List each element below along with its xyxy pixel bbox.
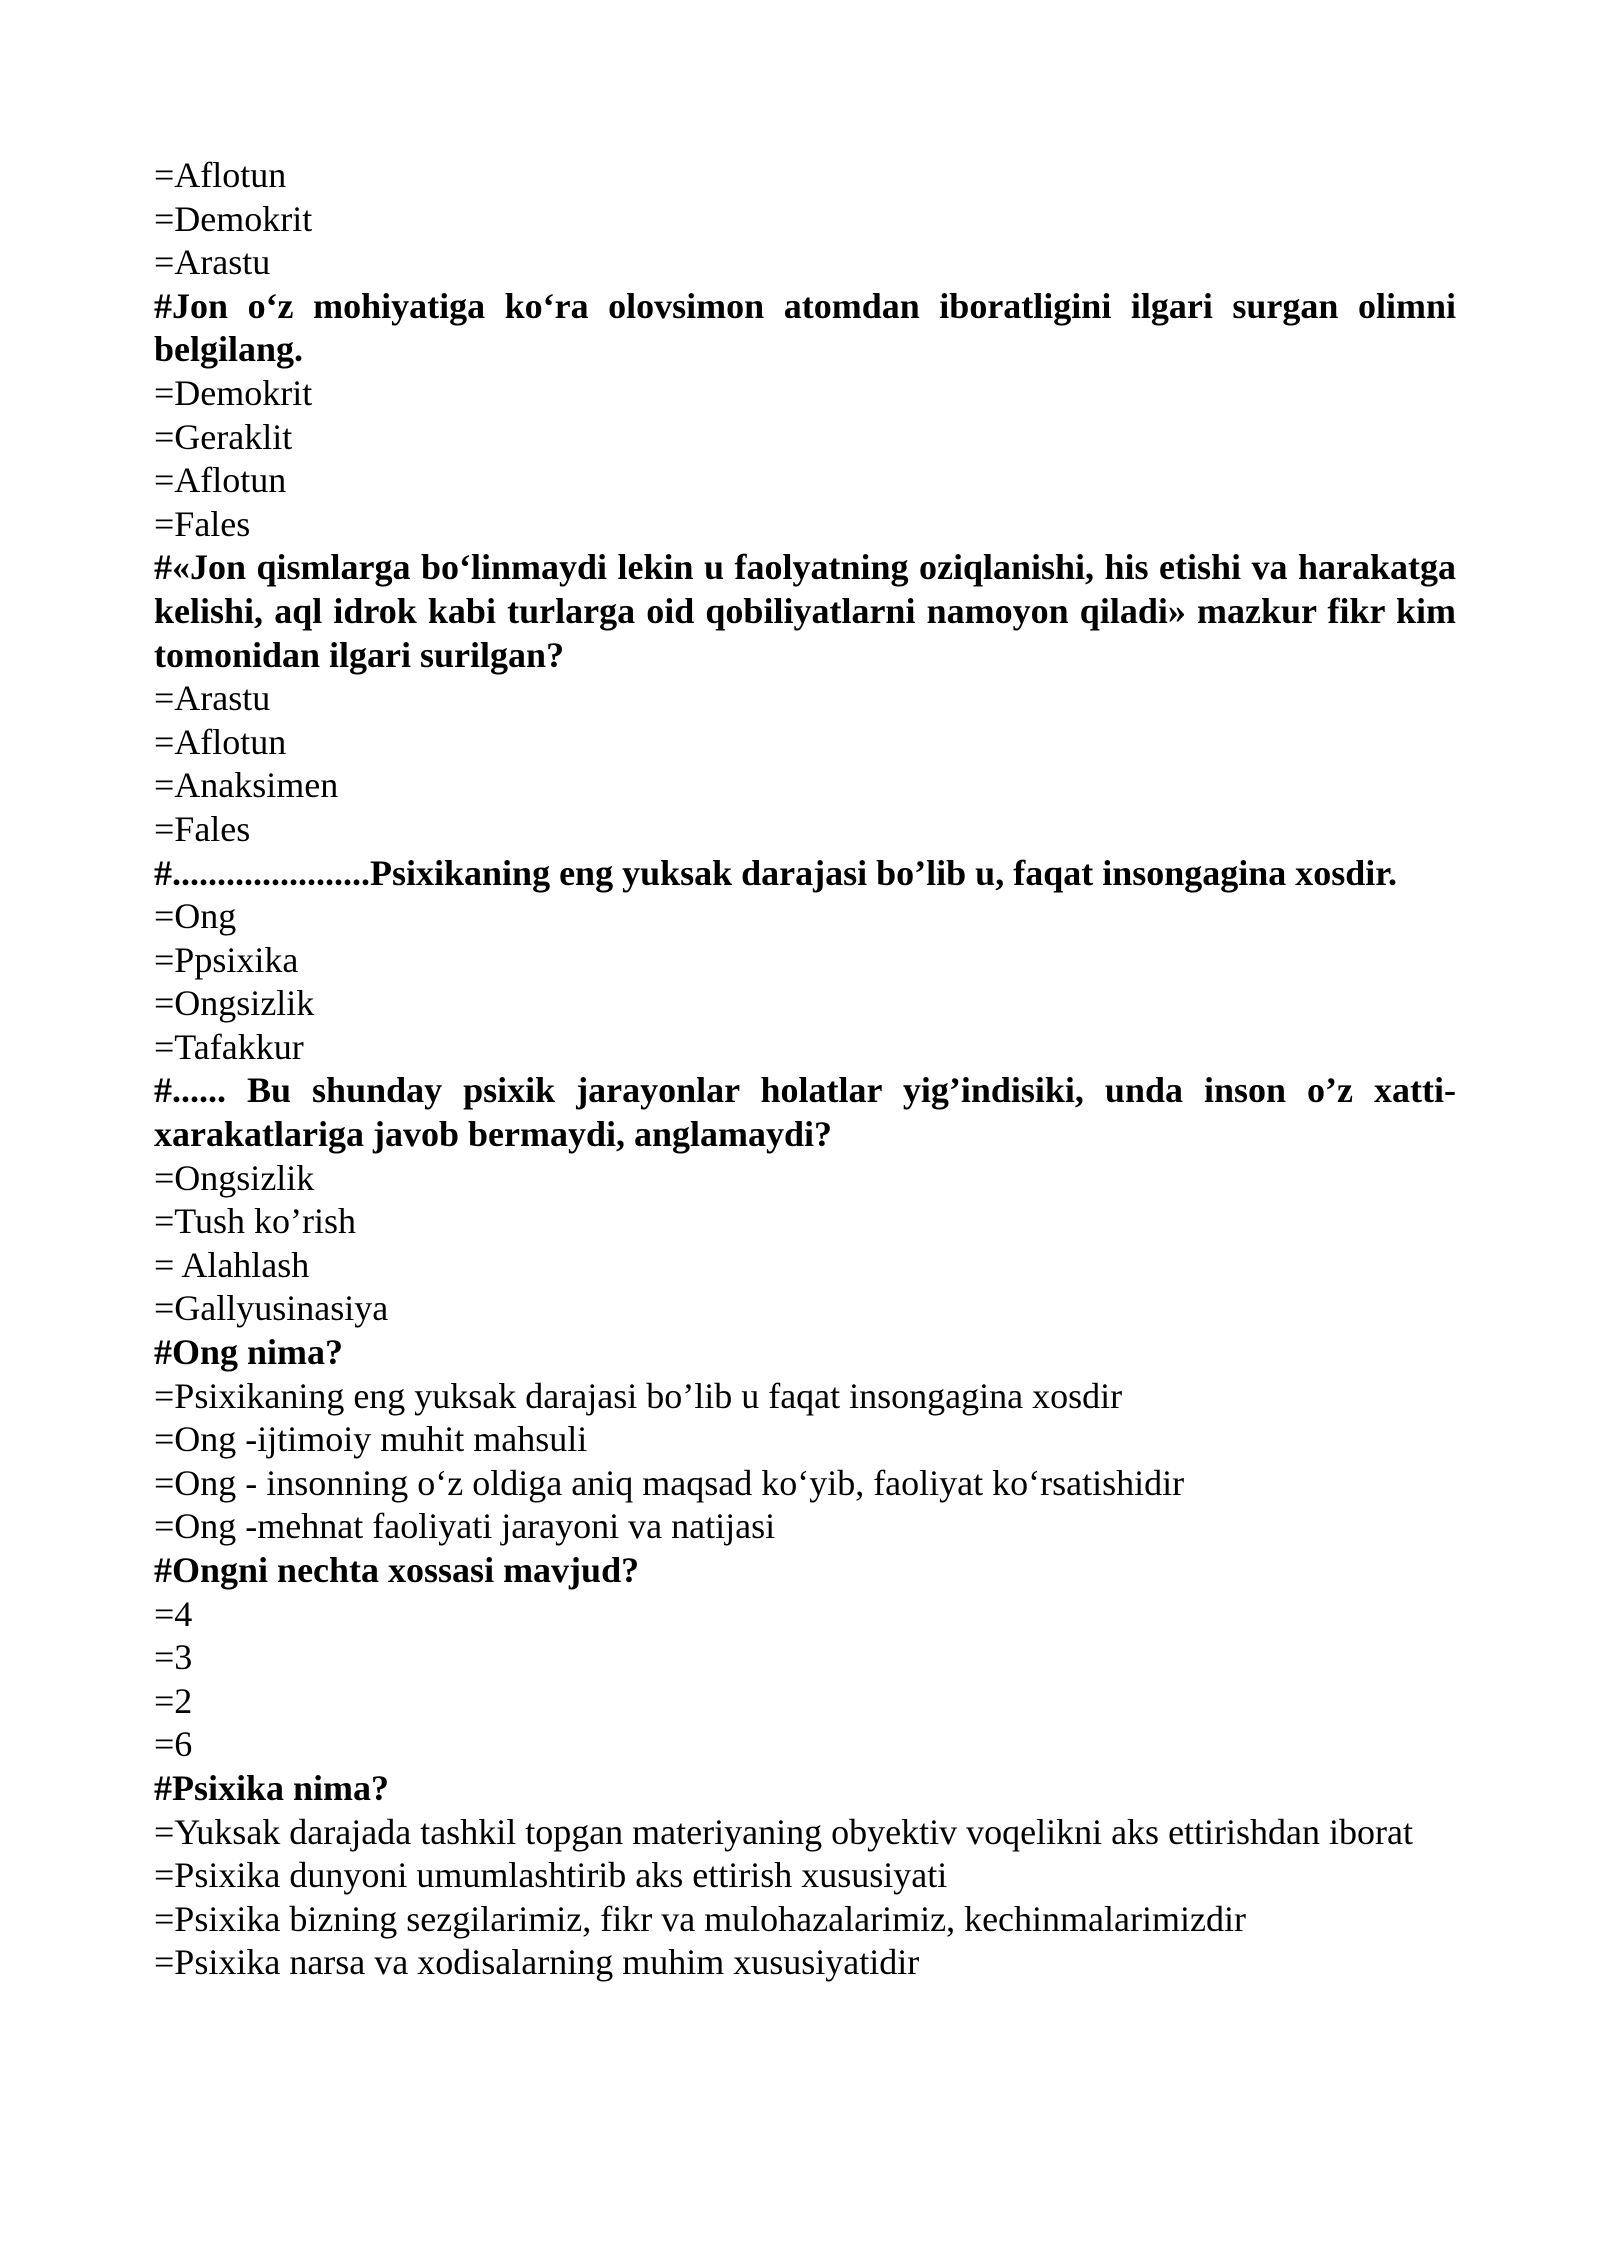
answer-option: =Geraklit bbox=[154, 416, 293, 457]
answer-option: =Psixika bizning sezgilarimiz, fikr va mulohazalarimiz, kechinmalarimizdir bbox=[154, 1898, 1246, 1939]
answer-option: =Arastu bbox=[154, 242, 271, 283]
answer-option: =Anaksimen bbox=[154, 765, 339, 806]
answer-option: =Fales bbox=[154, 503, 251, 544]
answer-option: =Ong - insonning o‘z oldiga aniq maqsad ko‘yib, faoliyat ko‘rsatishidir bbox=[154, 1462, 1185, 1503]
answer-option: =Aflotun bbox=[154, 460, 287, 501]
answer-option: =Ong -mehnat faoliyati jarayoni va natijasi bbox=[154, 1506, 776, 1547]
answer-option: =Demokrit bbox=[154, 198, 313, 239]
answer-option: =Demokrit bbox=[154, 372, 313, 413]
answer-option: =Psixikaning eng yuksak darajasi bo’lib u faqat insongagina xosdir bbox=[154, 1375, 1123, 1416]
answer-option: =Gallyusinasiya bbox=[154, 1288, 389, 1329]
question-text: #Psixika nima? bbox=[154, 1767, 390, 1808]
question-text: #Ong nima? bbox=[154, 1332, 344, 1373]
question-text: #...... Bu shunday psixik jarayonlar holatlar yig’indisiki, unda inson o’z xatti-xarakatlariga javob bermaydi, anglamaydi? bbox=[154, 1070, 1456, 1155]
answer-option: =3 bbox=[154, 1637, 193, 1678]
question-text: #«Jon qismlarga bo‘linmaydi lekin u faolyatning oziqlanishi, his etishi va harakatga kelishi, aql idrok kabi turlarga oid qobiliyatlarni namoyon qiladi» mazkur fikr kim tomonidan ilgari surilgan? bbox=[154, 547, 1456, 675]
answer-option: =Ongsizlik bbox=[154, 983, 315, 1024]
answer-option: =Ppsixika bbox=[154, 939, 299, 980]
document-page bbox=[154, 154, 1456, 1985]
answer-option: =Arastu bbox=[154, 678, 271, 719]
answer-option: =Ong -ijtimoiy muhit mahsuli bbox=[154, 1419, 588, 1460]
answer-option: =Ongsizlik bbox=[154, 1157, 315, 1198]
answer-option: =Aflotun bbox=[154, 155, 287, 195]
answer-option: = Alahlash bbox=[154, 1244, 310, 1285]
answer-option: =6 bbox=[154, 1724, 193, 1765]
answer-option: =Psixika narsa va xodisalarning muhim xususiyatidir bbox=[154, 1942, 920, 1983]
answer-option: =Fales bbox=[154, 808, 251, 849]
answer-option: =Psixika dunyoni umumlashtirib aks ettirish xususiyati bbox=[154, 1855, 948, 1896]
answer-option: =2 bbox=[154, 1680, 193, 1721]
answer-option: =4 bbox=[154, 1593, 193, 1634]
answer-option: =Tush ko’rish bbox=[154, 1201, 357, 1242]
question-text: #......................Psixikaning eng yuksak darajasi bo’lib u, faqat insongagina xosdir. bbox=[154, 852, 1397, 893]
question-text: #Ongni nechta xossasi mavjud? bbox=[154, 1550, 640, 1590]
answer-option: =Yuksak darajada tashkil topgan materiyaning obyektiv voqelikni aks ettirishdan iborat bbox=[154, 1811, 1413, 1852]
question-text: #Jon o‘z mohiyatiga ko‘ra olovsimon atomdan iboratligini ilgari surgan olimni belgilang. bbox=[154, 285, 1456, 370]
answer-option: =Tafakkur bbox=[154, 1026, 304, 1067]
answer-option: =Ong bbox=[154, 896, 237, 937]
answer-option: =Aflotun bbox=[154, 721, 287, 762]
